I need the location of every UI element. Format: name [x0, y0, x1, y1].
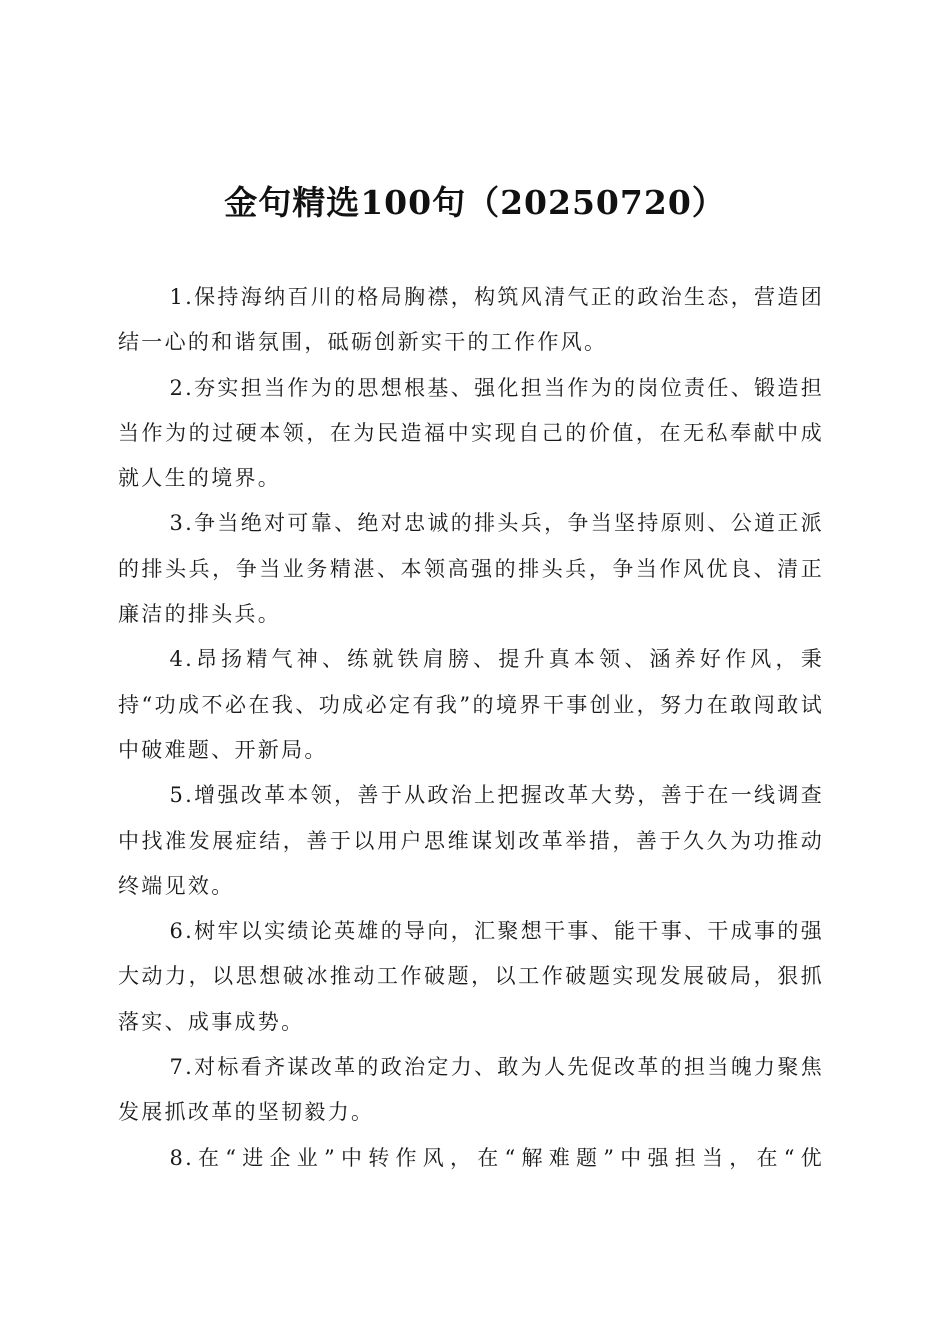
document-body: [118, 275, 824, 1181]
paragraph-4: 4.昂扬精气神、练就铁肩膀、提升真本领、涵养好作风，秉持“功成不必在我、功成必定有我”的境界干事创业，努力在敢闯敢试中破难题、开新局。: [118, 647, 824, 762]
paragraph-6: 6.树牢以实绩论英雄的导向，汇聚想干事、能干事、干成事的强大动力，以思想破冰推动工作破题，以工作破题实现发展破局，狠抓落实、成事成势。: [118, 919, 824, 1034]
document-title: 金句精选100句（20250720）: [224, 183, 726, 222]
paragraph-2: 2.夯实担当作为的思想根基、强化担当作为的岗位责任、锻造担当作为的过硬本领，在为民造福中实现自己的价值，在无私奉献中成就人生的境界。: [118, 375, 824, 491]
paragraph-8: 8.在“进企业”中转作风，在“解难题”中强担当，在“优: [169, 1145, 824, 1170]
paragraph-7: 7.对标看齐谋改革的政治定力、敢为人先促改革的担当魄力聚焦发展抓改革的坚韧毅力。: [118, 1055, 824, 1125]
paragraph-3: 3.争当绝对可靠、绝对忠诚的排头兵，争当坚持原则、公道正派的排头兵，争当业务精湛、本领高强的排头兵，争当作风优良、清正廉洁的排头兵。: [118, 511, 824, 627]
paragraph-1: 1.保持海纳百川的格局胸襟，构筑风清气正的政治生态，营造团结一心的和谐氛围，砥砺创新实干的工作作风。: [118, 285, 824, 355]
paragraph-5: 5.增强改革本领，善于从政治上把握改革大势，善于在一线调查中找准发展症结，善于以用户思维谋划改革举措，善于久久为功推动终端见效。: [118, 783, 824, 898]
